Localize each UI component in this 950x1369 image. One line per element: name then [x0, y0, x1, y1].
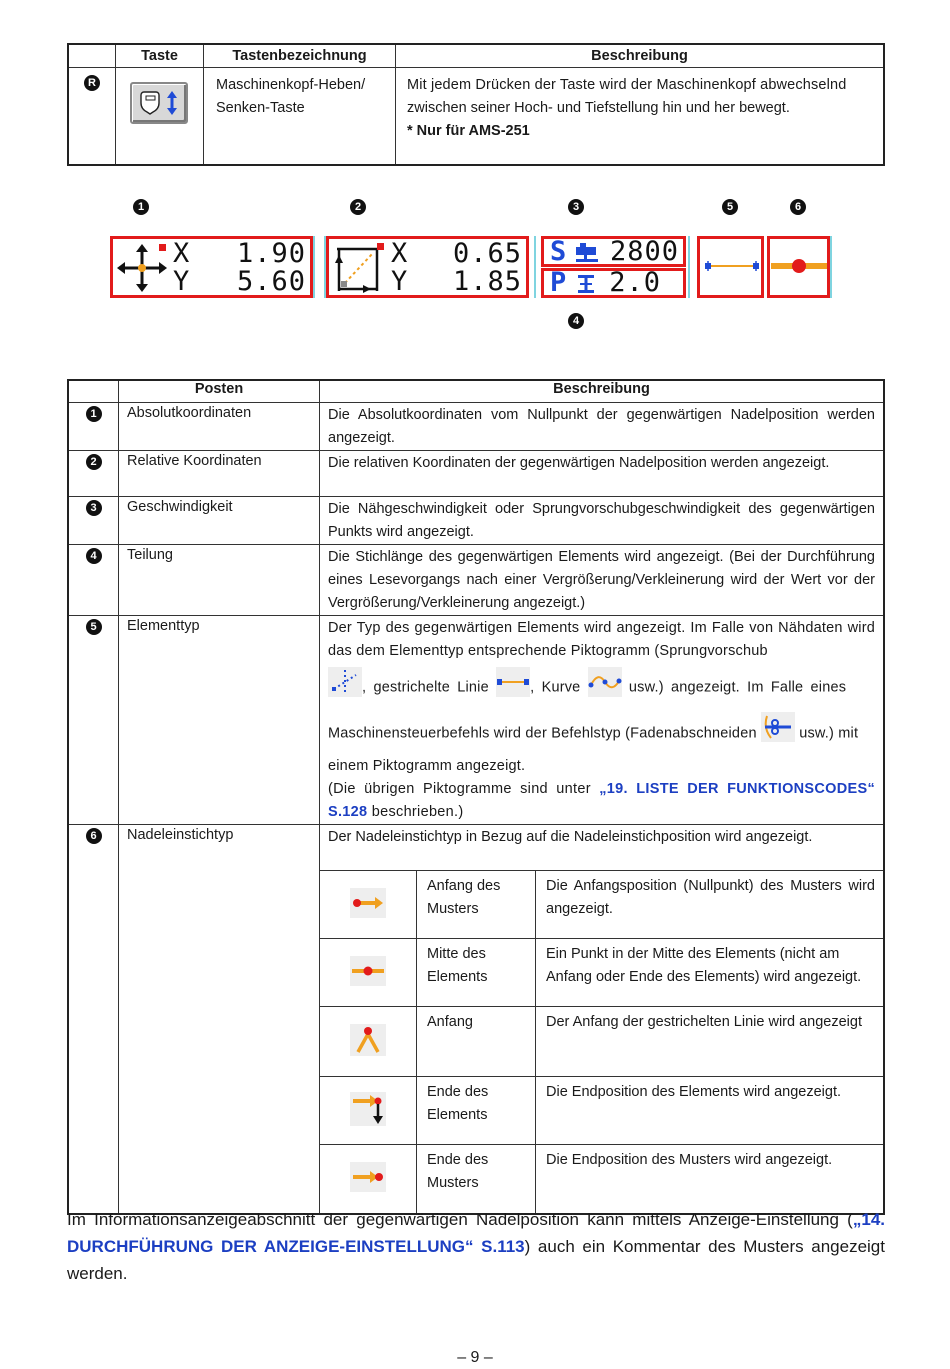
footer-paragraph — [67, 1206, 885, 1287]
absolute-coordinates-box — [110, 236, 313, 298]
abs-x-value: 1.90 — [236, 238, 306, 269]
separator — [830, 236, 834, 298]
element-type-text-2c: usw.) angezeigt. Im Falle eines — [628, 679, 847, 696]
row-number: 6 — [86, 828, 102, 844]
entry-name-line1: Mitte des — [427, 946, 486, 962]
abs-y-label: Y — [173, 266, 191, 297]
head-lift-button-icon — [130, 82, 188, 124]
middle-of-element-panel-icon — [771, 257, 827, 275]
separator — [313, 236, 326, 298]
header-tastenbezeichnung: Tastenbezeichnung — [204, 44, 396, 68]
display-setting-link[interactable]: „14. DURCHFÜHRUNG DER ANZEIGE-EINSTELLUNG“ S.113 — [67, 1210, 885, 1256]
entry-name-line1: Ende des — [427, 1152, 489, 1168]
start-of-pattern-icon — [350, 888, 386, 918]
end-of-pattern-icon — [350, 1162, 386, 1192]
pitch-box — [541, 268, 686, 298]
callout-3: 3 — [568, 199, 584, 215]
callout-2: 2 — [350, 199, 366, 215]
dashed-line-element-icon — [704, 259, 760, 273]
subtable-row — [320, 871, 883, 939]
entry-name-line2: Musters — [427, 901, 479, 917]
header-empty — [68, 380, 119, 403]
relative-coordinates-box — [326, 236, 529, 298]
abs-y-value: 5.60 — [236, 266, 306, 297]
entry-description: Die Anfangsposition (Nullpunkt) des Musters wird angezeigt. — [536, 871, 884, 939]
row-number: 2 — [86, 454, 102, 470]
subtable-row — [320, 1007, 883, 1077]
entry-name-line1: Anfang — [427, 1014, 473, 1030]
needle-entry-subtable — [320, 870, 883, 1213]
speed-letter: S — [550, 236, 568, 267]
row-number: 5 — [86, 619, 102, 635]
entry-name-line1: Anfang des — [427, 878, 501, 894]
item-name: Relative Koordinaten — [119, 451, 320, 497]
entry-description: Der Anfang der gestrichelten Linie wird angezeigt — [536, 1007, 884, 1077]
element-type-text-1: Der Typ des gegenwärtigen Elements wird angezeigt. Im Falle von Nähdaten wird das dem Elementtyp entsprechende Piktogramm (Sprungvorschub — [328, 620, 875, 659]
entry-description: Die Endposition des Musters wird angezeigt. — [536, 1145, 884, 1213]
element-type-text-2b: , Kurve — [530, 679, 581, 696]
table-row — [68, 451, 884, 497]
item-name: Elementtyp — [119, 616, 320, 825]
key-desc-line2: zwischen seiner Hoch- und Tiefstellung hin und her bewegt. — [407, 100, 790, 116]
speed-icon — [574, 243, 600, 263]
key-name-line1: Maschinenkopf-Heben/ — [216, 77, 366, 93]
item-name: Nadeleinstichtyp — [119, 825, 320, 1214]
header-taste: Taste — [116, 44, 204, 68]
key-name-line2: Senken-Taste — [216, 100, 305, 116]
dashed-line-icon — [496, 667, 530, 708]
callout-6: 6 — [790, 199, 806, 215]
table-row — [68, 403, 884, 451]
table-row — [68, 825, 884, 1214]
item-name: Teilung — [119, 545, 320, 616]
callout-5: 5 — [722, 199, 738, 215]
element-type-text-4: einem Piktogramm angezeigt. — [328, 758, 526, 774]
element-type-text-3a: Maschinensteuerbefehls wird der Befehlstyp (Fadenabschneiden — [328, 725, 757, 742]
row-number: 4 — [86, 548, 102, 564]
jump-feed-icon — [328, 667, 362, 708]
page-number: – 9 – — [457, 1349, 493, 1366]
key-table — [67, 43, 885, 166]
absolute-position-icon — [117, 243, 167, 293]
rel-y-label: Y — [391, 266, 409, 297]
relative-position-icon — [333, 243, 385, 295]
items-table — [67, 379, 885, 1215]
callout-1: 1 — [133, 199, 149, 215]
pitch-value: 2.0 — [609, 267, 661, 298]
entry-name-line2: Elements — [427, 969, 488, 985]
subtable-row — [320, 1145, 883, 1213]
row-number: 1 — [86, 406, 102, 422]
entry-description: Die Endposition des Elements wird angezeigt. — [536, 1077, 884, 1145]
abs-x-label: X — [173, 238, 191, 269]
pitch-icon — [576, 274, 596, 294]
item-description: Die Absolutkoordinaten vom Nullpunkt der gegenwärtigen Nadelposition werden angezeigt. — [320, 403, 885, 451]
header-empty — [68, 44, 116, 68]
table-row — [68, 497, 884, 545]
speed-value: 2800 — [609, 236, 679, 267]
curve-icon — [588, 667, 622, 708]
dashed-start-icon — [350, 1024, 386, 1056]
function-codes-link[interactable]: „19. LISTE DER FUNKTIONSCODES“ S.128 — [328, 781, 875, 820]
element-type-text-5b: beschrieben.) — [367, 804, 464, 820]
item-description: Die relativen Koordinaten der gegenwärtigen Nadelposition werden angezeigt. — [320, 451, 885, 497]
speed-box — [541, 236, 686, 267]
row-number: 3 — [86, 500, 102, 516]
separator — [534, 236, 541, 298]
needle-entry-description: Der Nadeleinstichtyp in Bezug auf die Nadeleinstichposition wird angezeigt. — [328, 829, 813, 845]
subtable-row — [320, 1077, 883, 1145]
rel-x-label: X — [391, 238, 409, 269]
end-of-element-icon — [350, 1092, 386, 1126]
item-description: Die Stichlänge des gegenwärtigen Elements wird angezeigt. (Bei der Durchführung eines Lesevorgangs nach einer Vergrößerung/Verkleinerung wird der Wert vor der Vergrößerung/Verkleinerung angezeigt.) — [320, 545, 885, 616]
footer-text-b: ) auch ein Kommentar des Musters angezeigt werden. — [67, 1237, 885, 1283]
thread-trim-icon — [761, 712, 795, 755]
table-row — [68, 616, 884, 825]
key-desc-note: * Nur für AMS-251 — [407, 123, 530, 139]
subtable-row — [320, 939, 883, 1007]
key-desc-line1: Mit jedem Drücken der Taste wird der Maschinenkopf abwechselnd — [407, 77, 847, 93]
entry-name-line2: Elements — [427, 1107, 488, 1123]
header-beschreibung: Beschreibung — [320, 380, 885, 403]
item-name: Geschwindigkeit — [119, 497, 320, 545]
header-posten: Posten — [119, 380, 320, 403]
item-name: Absolutkoordinaten — [119, 403, 320, 451]
table-row — [68, 545, 884, 616]
header-beschreibung: Beschreibung — [396, 44, 885, 68]
element-type-text-3b: usw.) mit — [799, 725, 859, 742]
rel-x-value: 0.65 — [452, 238, 522, 269]
middle-of-element-icon — [350, 956, 386, 986]
pitch-letter: P — [550, 267, 568, 298]
element-type-box — [697, 236, 764, 298]
footer-text-a: Im Informationsanzeigeabschnitt der gegenwärtigen Nadelposition kann mittels Anzeige-Einstellung ( — [67, 1210, 853, 1229]
separator — [688, 236, 696, 298]
element-type-text-5a: (Die übrigen Piktogramme sind unter — [328, 781, 600, 797]
needle-entry-type-box — [767, 236, 830, 298]
entry-name-line2: Musters — [427, 1175, 479, 1191]
element-type-text-2a: , gestrichelte Linie — [362, 679, 489, 696]
callout-4: 4 — [568, 313, 584, 329]
entry-name-line1: Ende des — [427, 1084, 489, 1100]
rel-y-value: 1.85 — [452, 266, 522, 297]
item-description: Die Nähgeschwindigkeit oder Sprungvorschubgeschwindigkeit des gegenwärtigen Punkts wird angezeigt. — [320, 497, 885, 545]
entry-description: Ein Punkt in der Mitte des Elements (nicht am Anfang oder Ende des Elements) wird angezeigt. — [536, 939, 884, 1007]
row-marker-r: R — [84, 75, 100, 91]
